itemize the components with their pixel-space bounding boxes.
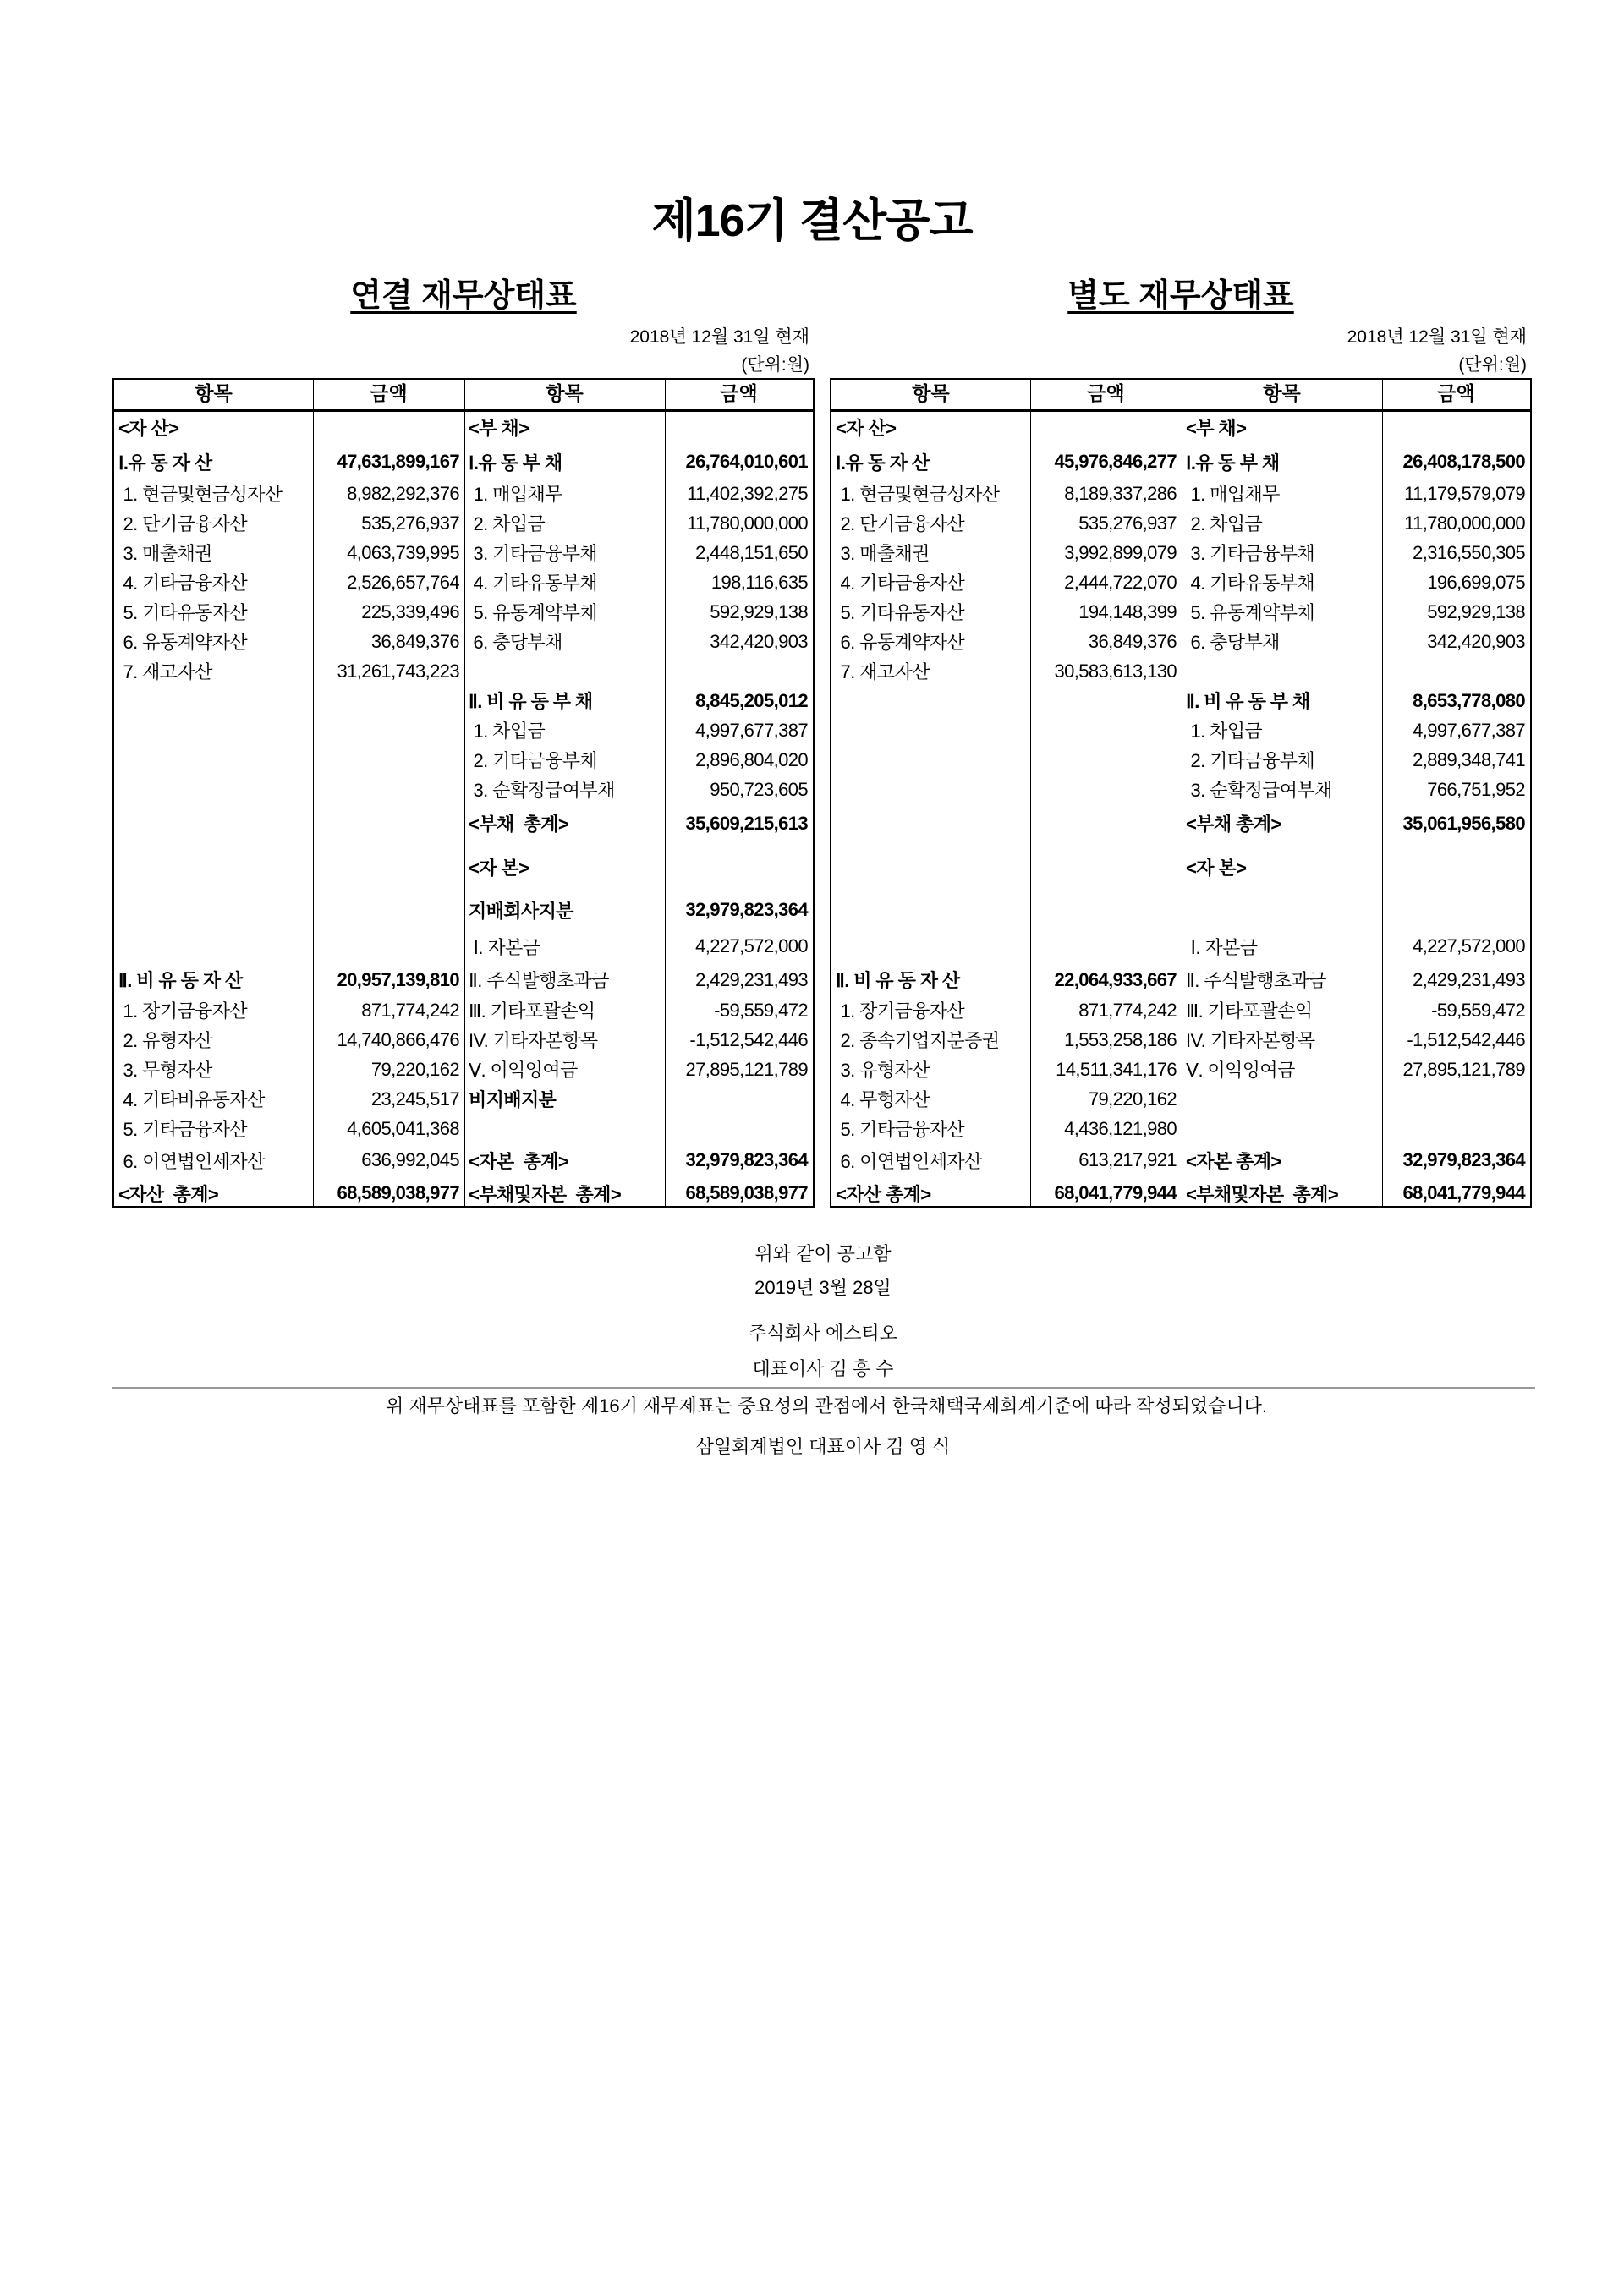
asset-item-amount: 14,740,866,476 <box>337 1028 459 1050</box>
asset-item-label: <자 산> <box>118 417 179 439</box>
liability-equity-item-label: <부채 총계> <box>469 814 569 835</box>
asset-item-label: 4. 기타비유동자산 <box>118 1089 265 1110</box>
asset-item-label: 3. 매출채권 <box>836 543 930 564</box>
liability-equity-item-label: <부 채> <box>1186 417 1247 439</box>
table-row <box>831 842 1530 891</box>
table-row <box>114 775 813 804</box>
asset-item-label: 3. 매출채권 <box>118 543 212 564</box>
liability-equity-item-amount: 11,402,392,275 <box>687 482 808 504</box>
asset-item-amount: 2,526,657,764 <box>347 571 459 593</box>
liability-equity-item-amount: 26,408,178,500 <box>1402 451 1525 472</box>
table-row <box>114 842 813 891</box>
table-row <box>114 409 813 445</box>
table-row <box>114 686 813 715</box>
asset-item-label: 3. 무형자산 <box>118 1060 212 1081</box>
liability-equity-item-amount: -59,559,472 <box>714 999 808 1021</box>
liability-equity-item-label: 3. 순확정급여부채 <box>469 780 615 801</box>
liability-equity-item-label: Ⅱ. 비 유 동 부 채 <box>469 691 593 712</box>
column-header: 항목 <box>912 382 950 404</box>
announce-date: 2019년 3월 28일 <box>754 1277 892 1298</box>
table-row <box>831 538 1530 567</box>
unit-label: (단위:원) <box>1458 355 1527 375</box>
table-row <box>114 597 813 627</box>
table-row <box>114 1055 813 1084</box>
asset-item-amount: 1,553,258,186 <box>1064 1028 1177 1050</box>
table-row <box>831 1084 1530 1114</box>
table-row <box>831 1055 1530 1084</box>
liability-equity-item-label: 3. 기타금융부채 <box>469 543 598 564</box>
liability-equity-item-label: 비지배지분 <box>469 1089 557 1110</box>
table-row <box>831 627 1530 656</box>
asset-item-amount: 68,041,779,944 <box>1054 1182 1177 1203</box>
liability-equity-item-label: <부채및자본 총계> <box>1186 1183 1339 1205</box>
asset-item-label: Ⅱ. 비 유 동 자 산 <box>836 970 960 991</box>
asset-item-label: 2. 단기금융자산 <box>118 513 248 534</box>
asset-item-amount: 8,189,337,286 <box>1064 482 1177 504</box>
liability-equity-item-label: Ⅰ. 자본금 <box>1186 936 1258 958</box>
asset-item-amount: 31,261,743,223 <box>337 660 459 682</box>
asset-item-label: <자산 총계> <box>118 1183 219 1205</box>
liability-equity-item-amount: 2,429,231,493 <box>1413 968 1525 990</box>
table-row <box>831 1143 1530 1177</box>
liability-equity-item-label: Ⅰ.유 동 부 채 <box>1186 452 1280 474</box>
liability-equity-item-amount: 196,699,075 <box>1427 571 1525 593</box>
table-row <box>114 508 813 538</box>
asset-item-label: Ⅰ.유 동 자 산 <box>118 452 212 474</box>
statement-title: 연결 재무상태표 <box>350 278 577 314</box>
asset-item-label: 2. 유형자산 <box>118 1030 212 1051</box>
liability-equity-item-label: 5. 유동계약부채 <box>1186 602 1315 623</box>
asset-item-amount: 79,220,162 <box>370 1058 459 1080</box>
table-row <box>114 538 813 567</box>
table-row <box>831 686 1530 715</box>
asset-item-amount: 47,631,899,167 <box>337 451 459 472</box>
column-header: 금액 <box>1437 382 1475 404</box>
liability-equity-item-label: Ⅴ. 이익잉여금 <box>1186 1060 1295 1081</box>
liability-equity-item-label: <부채및자본 총계> <box>469 1183 622 1205</box>
asset-item-label: 5. 기타금융자산 <box>836 1119 965 1140</box>
column-header: 금액 <box>370 382 408 404</box>
asset-item-amount: 871,774,242 <box>1078 999 1177 1021</box>
table-header <box>831 380 1530 412</box>
liability-equity-item-label: Ⅰ. 자본금 <box>469 936 540 958</box>
asset-item-amount: 636,992,045 <box>361 1149 459 1170</box>
liability-equity-item-amount: 2,896,804,020 <box>695 748 808 770</box>
table-row <box>114 1025 813 1055</box>
asset-item-amount: 535,276,937 <box>361 512 459 534</box>
asset-item-label: 1. 장기금융자산 <box>118 1000 248 1022</box>
liability-equity-item-label: 1. 매입채무 <box>1186 484 1280 505</box>
liability-equity-item-label: <부채 총계> <box>1186 814 1281 835</box>
liability-equity-item-amount: -1,512,542,446 <box>1407 1028 1525 1050</box>
liability-equity-item-label: Ⅲ. 기타포괄손익 <box>469 1000 595 1022</box>
liability-equity-item-amount: 4,227,572,000 <box>695 935 808 956</box>
liability-equity-item-amount: 11,179,579,079 <box>1404 482 1525 504</box>
asset-item-label: 1. 현금및현금성자산 <box>118 484 283 505</box>
asset-item-label: 1. 장기금융자산 <box>836 1000 965 1022</box>
table-row <box>114 929 813 964</box>
asset-item-amount: 79,220,162 <box>1088 1088 1177 1110</box>
asset-item-label: 5. 기타유동자산 <box>118 602 248 623</box>
asset-item-label: 6. 이연법인세자산 <box>836 1150 982 1172</box>
liability-equity-item-amount: 32,979,823,364 <box>685 899 808 920</box>
table-row <box>114 891 813 929</box>
auditor-name: 삼일회계법인 대표이사 김 영 식 <box>695 1436 951 1457</box>
table-row <box>114 1177 813 1209</box>
liability-equity-item-label: Ⅴ. 이익잉여금 <box>469 1060 578 1081</box>
liability-equity-item-amount: 32,979,823,364 <box>685 1149 808 1170</box>
table-row <box>114 715 813 745</box>
statement-date: 2018년 12월 31일 현재 <box>629 327 809 347</box>
table-row <box>831 775 1530 804</box>
liability-equity-item-amount: 27,895,121,789 <box>685 1058 808 1080</box>
column-header: 항목 <box>1263 382 1301 404</box>
table-row <box>114 567 813 597</box>
asset-item-label: Ⅰ.유 동 자 산 <box>836 452 930 474</box>
balance-sheet-table <box>112 378 815 1208</box>
page-title: 제16기 결산공고 <box>651 195 973 246</box>
liability-equity-item-label: <자본 총계> <box>469 1150 569 1172</box>
asset-item-amount: 23,245,517 <box>370 1088 459 1110</box>
column-header: 항목 <box>195 382 233 404</box>
table-row <box>114 627 813 656</box>
liability-equity-item-amount: 342,420,903 <box>1427 630 1525 652</box>
liability-equity-item-amount: 2,429,231,493 <box>695 968 808 990</box>
liability-equity-item-amount: 4,997,677,387 <box>695 719 808 741</box>
table-row <box>114 804 813 842</box>
asset-item-amount: 8,982,292,376 <box>347 482 459 504</box>
statement-title: 별도 재무상태표 <box>1067 278 1294 314</box>
liability-equity-item-label: 4. 기타유동부채 <box>1186 573 1315 594</box>
asset-item-label: 5. 기타금융자산 <box>118 1119 248 1140</box>
liability-equity-item-amount: 342,420,903 <box>710 630 808 652</box>
liability-equity-item-label: Ⅱ. 비 유 동 부 채 <box>1186 691 1310 712</box>
table-row <box>114 745 813 775</box>
table-row <box>114 445 813 479</box>
table-header <box>114 380 813 412</box>
liability-equity-item-amount: 950,723,605 <box>710 778 808 800</box>
liability-equity-item-label: 지배회사지분 <box>469 900 573 922</box>
table-row <box>831 929 1530 964</box>
table-row <box>831 567 1530 597</box>
liability-equity-item-amount: 32,979,823,364 <box>1402 1149 1525 1170</box>
liability-equity-item-amount: 11,780,000,000 <box>687 512 808 534</box>
table-row <box>831 597 1530 627</box>
asset-item-amount: 45,976,846,277 <box>1054 451 1177 472</box>
liability-equity-item-amount: 2,316,550,305 <box>1413 541 1525 563</box>
table-row <box>831 715 1530 745</box>
table-row <box>114 1114 813 1143</box>
liability-equity-item-label: Ⅲ. 기타포괄손익 <box>1186 1000 1313 1022</box>
asset-item-amount: 68,589,038,977 <box>337 1182 459 1203</box>
divider <box>112 1387 1535 1389</box>
asset-item-label: 6. 유동계약자산 <box>836 632 965 653</box>
table-row <box>831 479 1530 508</box>
column-header: 금액 <box>1087 382 1125 404</box>
liability-equity-item-label: 1. 매입채무 <box>469 484 562 505</box>
table-row <box>831 1025 1530 1055</box>
liability-equity-item-amount: 8,653,778,080 <box>1413 689 1525 711</box>
liability-equity-item-label: 6. 충당부채 <box>1186 632 1280 653</box>
table-row <box>831 508 1530 538</box>
asset-item-amount: 14,511,341,176 <box>1056 1058 1177 1080</box>
liability-equity-item-label: <자 본> <box>469 857 529 879</box>
liability-equity-item-label: 2. 차입금 <box>1186 513 1263 534</box>
liability-equity-item-label: 4. 기타유동부채 <box>469 573 598 594</box>
table-row <box>831 656 1530 686</box>
asset-item-label: 6. 이연법인세자산 <box>118 1150 265 1172</box>
asset-item-amount: 613,217,921 <box>1078 1149 1177 1170</box>
table-row <box>114 995 813 1025</box>
company-name: 주식회사 에스티오 <box>748 1323 898 1344</box>
asset-item-label: 5. 기타유동자산 <box>836 602 965 623</box>
audit-opinion: 위 재무상태표를 포함한 제16기 재무제표는 중요성의 관점에서 한국채택국제회계기준에 따라 작성되었습니다. <box>386 1395 1267 1417</box>
asset-item-amount: 535,276,937 <box>1078 512 1177 534</box>
asset-item-amount: 871,774,242 <box>361 999 459 1021</box>
asset-item-amount: 36,849,376 <box>370 630 459 652</box>
asset-item-label: 6. 유동계약자산 <box>118 632 248 653</box>
asset-item-amount: 2,444,722,070 <box>1064 571 1177 593</box>
asset-item-amount: 36,849,376 <box>1088 630 1177 652</box>
liability-equity-item-label: 1. 차입금 <box>1186 721 1263 742</box>
liability-equity-item-amount: 11,780,000,000 <box>1404 512 1525 534</box>
asset-item-label: 4. 무형자산 <box>836 1089 930 1110</box>
announce-text: 위와 같이 공고함 <box>754 1243 892 1264</box>
liability-equity-item-label: <자본 총계> <box>1186 1150 1281 1172</box>
asset-item-label: 7. 재고자산 <box>118 661 212 682</box>
liability-equity-item-label: 3. 순확정급여부채 <box>1186 780 1332 801</box>
asset-item-label: 3. 유형자산 <box>836 1060 930 1081</box>
asset-item-amount: 22,064,933,667 <box>1054 968 1177 990</box>
balance-sheet-table <box>830 378 1532 1208</box>
table-row <box>114 1143 813 1177</box>
table-row <box>831 1114 1530 1143</box>
liability-equity-item-label: IV. 기타자본항목 <box>469 1030 598 1051</box>
asset-item-label: 2. 종속기업지분증권 <box>836 1030 1000 1051</box>
table-row <box>831 995 1530 1025</box>
unit-label: (단위:원) <box>741 355 809 375</box>
liability-equity-item-amount: 35,609,215,613 <box>685 812 808 834</box>
liability-equity-item-amount: 26,764,010,601 <box>685 451 808 472</box>
liability-equity-item-label: Ⅱ. 주식발행초과금 <box>1186 970 1326 991</box>
table-row <box>831 409 1530 445</box>
table-row <box>831 891 1530 929</box>
asset-item-amount: 194,148,399 <box>1078 600 1177 622</box>
liability-equity-item-amount: 592,929,138 <box>710 600 808 622</box>
liability-equity-item-label: <부 채> <box>469 417 529 439</box>
liability-equity-item-amount: 68,589,038,977 <box>685 1182 808 1203</box>
liability-equity-item-amount: 2,448,151,650 <box>695 541 808 563</box>
asset-item-amount: 4,436,121,980 <box>1064 1117 1177 1139</box>
liability-equity-item-amount: 592,929,138 <box>1427 600 1525 622</box>
liability-equity-item-label: Ⅰ.유 동 부 채 <box>469 452 562 474</box>
liability-equity-item-label: IV. 기타자본항목 <box>1186 1030 1315 1051</box>
liability-equity-item-amount: 8,845,205,012 <box>695 689 808 711</box>
table-row <box>114 479 813 508</box>
column-header: 금액 <box>720 382 758 404</box>
statement-date: 2018년 12월 31일 현재 <box>1347 327 1527 347</box>
asset-item-label: 2. 단기금융자산 <box>836 513 965 534</box>
asset-item-amount: 225,339,496 <box>361 600 459 622</box>
liability-equity-item-amount: -59,559,472 <box>1431 999 1525 1021</box>
asset-item-label: 4. 기타금융자산 <box>836 573 965 594</box>
table-row <box>114 1084 813 1114</box>
liability-equity-item-label: Ⅱ. 주식발행초과금 <box>469 970 609 991</box>
asset-item-amount: 4,063,739,995 <box>347 541 459 563</box>
liability-equity-item-label: 5. 유동계약부채 <box>469 602 598 623</box>
ceo-name: 대표이사 김 흥 수 <box>752 1358 894 1379</box>
asset-item-label: Ⅱ. 비 유 동 자 산 <box>118 970 243 991</box>
liability-equity-item-label: 1. 차입금 <box>469 721 546 742</box>
asset-item-label: 1. 현금및현금성자산 <box>836 484 1000 505</box>
asset-item-label: <자산 총계> <box>836 1183 931 1205</box>
asset-item-label: 4. 기타금융자산 <box>118 573 248 594</box>
liability-equity-item-label: 2. 기타금융부채 <box>469 750 598 771</box>
table-row <box>831 1177 1530 1209</box>
asset-item-amount: 30,583,613,130 <box>1054 660 1177 682</box>
asset-item-label: <자 산> <box>836 417 897 439</box>
liability-equity-item-label: 6. 충당부채 <box>469 632 562 653</box>
liability-equity-item-amount: -1,512,542,446 <box>689 1028 808 1050</box>
column-header: 항목 <box>546 382 584 404</box>
liability-equity-item-amount: 198,116,635 <box>710 571 808 593</box>
table-row <box>831 804 1530 842</box>
table-row <box>114 656 813 686</box>
liability-equity-item-amount: 27,895,121,789 <box>1402 1058 1525 1080</box>
asset-item-amount: 3,992,899,079 <box>1064 541 1177 563</box>
liability-equity-item-label: 2. 기타금융부채 <box>1186 750 1315 771</box>
table-row <box>831 445 1530 479</box>
table-row <box>831 964 1530 995</box>
liability-equity-item-amount: 4,227,572,000 <box>1413 935 1525 956</box>
liability-equity-item-label: 3. 기타금융부채 <box>1186 543 1315 564</box>
table-row <box>114 964 813 995</box>
asset-item-amount: 20,957,139,810 <box>337 968 459 990</box>
liability-equity-item-label: 2. 차입금 <box>469 513 546 534</box>
liability-equity-item-amount: 766,751,952 <box>1427 778 1525 800</box>
liability-equity-item-amount: 4,997,677,387 <box>1413 719 1525 741</box>
liability-equity-item-amount: 2,889,348,741 <box>1413 748 1525 770</box>
asset-item-amount: 4,605,041,368 <box>347 1117 459 1139</box>
liability-equity-item-amount: 68,041,779,944 <box>1402 1182 1525 1203</box>
liability-equity-item-label: <자 본> <box>1186 857 1247 879</box>
asset-item-label: 7. 재고자산 <box>836 661 930 682</box>
liability-equity-item-amount: 35,061,956,580 <box>1402 812 1525 834</box>
table-row <box>831 745 1530 775</box>
